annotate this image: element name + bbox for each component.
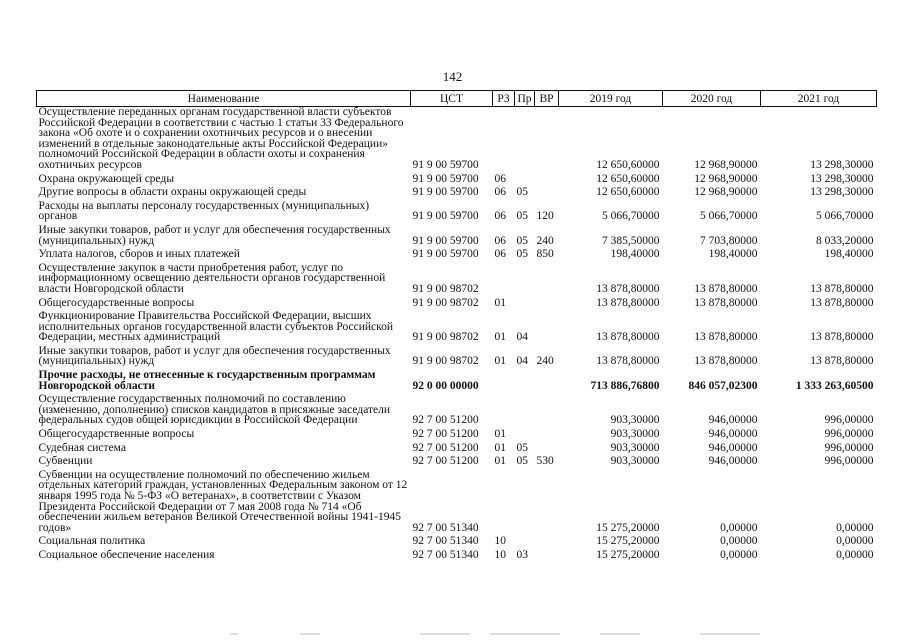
cell-name: Осуществление переданных органам государственной власти субъектов Российской Федерации в соответствии с частью 1 статьи 33 Федерального закона «Об охоте и о сохранении охотничьих ресурсов и о внесении изменений в отдельные законодательные акты Российской Федерации» полномочий Российской Федерации в области охоты и сохранения охотничьих ресурсов (38, 106, 404, 171)
cell-vr (535, 295, 559, 309)
cell-2020: 13 878,80000 (694, 331, 758, 344)
column-header-cst: ЦСТ (411, 91, 493, 107)
cell-2019: 13 878,80000 (596, 355, 660, 368)
table-row (37, 343, 877, 367)
cell-cst: 91 9 00 59700 (412, 248, 479, 261)
budget-table (36, 90, 877, 561)
cell-name: Осуществление государственных полномочий по составлению (изменению, дополнению) списков кандидатов в присяжные заседатели федеральных судов общей юрисдикции в Российской Федерации (38, 393, 391, 427)
cell-rz: 06 (494, 248, 506, 261)
cell-vr: 120 (536, 210, 554, 223)
cell-2021: 1 333 263,60500 (795, 379, 874, 392)
cell-rz: 06 (494, 234, 506, 247)
cell-vr (535, 184, 559, 198)
cell-rz: 01 (494, 355, 506, 368)
cell-2020: 0,00000 (720, 548, 758, 561)
cell-2021: 5 066,70000 (816, 210, 874, 223)
cell-2021: 13 878,80000 (810, 331, 874, 344)
cell-2021: 13 878,80000 (810, 296, 874, 309)
cell-2021: 198,40000 (824, 248, 874, 261)
cell-name: Общегосударственные вопросы (38, 428, 195, 441)
cell-pr: 04 (516, 355, 528, 368)
cell-rz (493, 367, 515, 391)
cell-2020: 198,40000 (708, 248, 758, 261)
cell-cst: 92 7 00 51200 (412, 414, 479, 427)
cell-rz: 01 (494, 331, 506, 344)
cell-2021: 0,00000 (836, 548, 874, 561)
cell-2021: 996,00000 (824, 441, 874, 454)
cell-2019: 15 275,20000 (596, 521, 660, 534)
cell-rz: 06 (494, 210, 506, 223)
cell-2019: 5 066,70000 (602, 210, 660, 223)
cell-2019: 903,30000 (610, 428, 660, 441)
cell-2021: 996,00000 (824, 455, 874, 468)
cell-pr: 05 (516, 186, 528, 199)
cell-pr (515, 260, 535, 295)
cell-name: Иные закупки товаров, работ и услуг для обеспечения государственных (муниципальных) нужд (38, 223, 391, 247)
cell-vr (535, 308, 559, 343)
cell-2019: 713 886,76800 (590, 379, 660, 392)
cell-pr (515, 171, 535, 185)
cell-2019: 13 878,80000 (596, 331, 660, 344)
cell-cst: 92 7 00 51340 (412, 521, 479, 534)
cell-2021: 13 298,30000 (810, 172, 874, 185)
column-header-name: Наименование (37, 91, 411, 107)
cell-2021: 8 033,20000 (816, 234, 874, 247)
table-row (37, 440, 877, 454)
table-row (37, 308, 877, 343)
cell-cst: 91 9 00 59700 (412, 186, 479, 199)
table-row (37, 453, 877, 467)
cell-cst: 91 9 00 98702 (412, 282, 479, 295)
cell-rz: 06 (494, 186, 506, 199)
cell-rz (493, 467, 515, 534)
cell-name: Охрана окружающей среды (38, 172, 175, 185)
cell-rz (493, 391, 515, 426)
cell-2021: 0,00000 (836, 535, 874, 548)
cell-name: Иные закупки товаров, работ и услуг для обеспечения государственных (муниципальных) нужд (38, 344, 391, 368)
cell-cst: 91 9 00 59700 (412, 210, 479, 223)
cell-2019: 13 878,80000 (596, 282, 660, 295)
cell-2020: 946,00000 (708, 441, 758, 454)
cell-rz: 10 (494, 535, 506, 548)
cell-2020: 846 057,02300 (688, 379, 758, 392)
cell-pr (515, 533, 535, 547)
cell-pr: 05 (516, 234, 528, 247)
table-row (37, 547, 877, 561)
column-header-2020: 2020 год (663, 91, 761, 107)
cell-pr (515, 107, 535, 171)
cell-pr (515, 367, 535, 391)
cell-cst: 92 0 00 00000 (412, 379, 479, 392)
cell-pr: 04 (516, 331, 528, 344)
cell-2020: 13 878,80000 (694, 355, 758, 368)
cell-2020: 946,00000 (708, 455, 758, 468)
cell-2019: 903,30000 (610, 455, 660, 468)
cell-vr (535, 547, 559, 561)
cell-2020: 0,00000 (720, 535, 758, 548)
cell-pr: 05 (516, 455, 528, 468)
cell-vr (535, 260, 559, 295)
cell-2019: 12 650,60000 (596, 158, 660, 171)
cell-rz: 10 (494, 548, 506, 561)
table-row (37, 426, 877, 440)
cell-2019: 903,30000 (610, 441, 660, 454)
cell-pr: 05 (516, 441, 528, 454)
cell-name: Уплата налогов, сборов и иных платежей (38, 248, 240, 261)
cell-pr: 05 (516, 248, 528, 261)
cell-name: Расходы на выплаты персоналу государственных (муниципальных) органов (38, 199, 370, 223)
table-row (37, 171, 877, 185)
cell-vr (535, 533, 559, 547)
cell-pr (515, 295, 535, 309)
cell-2019: 13 878,80000 (596, 296, 660, 309)
table-row (37, 367, 877, 391)
cell-name: Функционирование Правительства Российской Федерации, высших исполнительных органов государственной власти субъектов Российской Федерации, местных администраций (38, 310, 394, 344)
table-row (37, 246, 877, 260)
cell-name: Другие вопросы в области охраны окружающей среды (38, 186, 307, 199)
cell-2020: 12 968,90000 (694, 172, 758, 185)
cell-pr (515, 426, 535, 440)
cell-cst: 92 7 00 51340 (412, 548, 479, 561)
cell-2020: 0,00000 (720, 521, 758, 534)
cell-name: Социальное обеспечение населения (38, 548, 215, 561)
table-row (37, 222, 877, 246)
cell-pr (515, 391, 535, 426)
cell-2019: 15 275,20000 (596, 548, 660, 561)
cell-rz: 01 (494, 455, 506, 468)
cell-2020: 946,00000 (708, 414, 758, 427)
cell-2020: 12 968,90000 (694, 158, 758, 171)
cell-vr (535, 440, 559, 454)
cell-cst: 91 9 00 59700 (412, 158, 479, 171)
table-row (37, 184, 877, 198)
table-row (37, 467, 877, 534)
cell-2021: 0,00000 (836, 521, 874, 534)
table-body (37, 107, 877, 561)
cell-cst: 92 7 00 51200 (412, 455, 479, 468)
table-header-row (37, 91, 877, 107)
column-header-rz: РЗ (493, 91, 515, 107)
cell-2021: 996,00000 (824, 414, 874, 427)
cell-2019: 12 650,60000 (596, 186, 660, 199)
cell-pr: 03 (516, 548, 528, 561)
cell-name: Субвенции (38, 455, 93, 468)
column-header-pr: Пр (515, 91, 535, 107)
cell-2019: 7 385,50000 (602, 234, 660, 247)
cell-rz (493, 107, 515, 171)
cell-2019: 903,30000 (610, 414, 660, 427)
cell-2021: 13 878,80000 (810, 355, 874, 368)
cell-cst: 91 9 00 98702 (412, 355, 479, 368)
cell-cst: 91 9 00 59700 (412, 172, 479, 185)
cell-rz: 06 (494, 172, 506, 185)
cell-pr (515, 467, 535, 534)
cell-vr: 240 (536, 355, 554, 368)
cell-cst: 92 7 00 51200 (412, 428, 479, 441)
cell-vr (535, 367, 559, 391)
cell-2021: 13 878,80000 (810, 282, 874, 295)
cell-rz: 01 (494, 428, 506, 441)
cell-cst: 91 9 00 98702 (412, 296, 479, 309)
cell-2019: 15 275,20000 (596, 535, 660, 548)
cell-vr: 240 (536, 234, 554, 247)
cell-2021: 13 298,30000 (810, 158, 874, 171)
column-header-2021: 2021 год (761, 91, 877, 107)
cell-2020: 946,00000 (708, 428, 758, 441)
cell-name: Прочие расходы, не отнесенные к государственным программам Новгородской области (38, 369, 376, 392)
table-row (37, 391, 877, 426)
cell-name: Социальная политика (38, 535, 146, 548)
column-header-vr: ВР (535, 91, 559, 107)
cell-vr: 850 (536, 248, 554, 261)
cell-vr (535, 467, 559, 534)
cell-vr (535, 107, 559, 171)
cell-cst: 92 7 00 51200 (412, 441, 479, 454)
cell-2019: 12 650,60000 (596, 172, 660, 185)
cell-2019: 198,40000 (610, 248, 660, 261)
table-row (37, 198, 877, 222)
cell-vr (535, 391, 559, 426)
table-row (37, 295, 877, 309)
cell-name: Общегосударственные вопросы (38, 296, 195, 309)
cell-name: Осуществление закупок в части приобретения работ, услуг по информационному освещению деятельности органов государственной власти Новгородской области (38, 261, 386, 295)
cell-2021: 13 298,30000 (810, 186, 874, 199)
cell-rz: 01 (494, 296, 506, 309)
cell-name: Судебная система (38, 441, 126, 454)
cell-2020: 7 703,80000 (700, 234, 758, 247)
cell-2020: 5 066,70000 (700, 210, 758, 223)
cell-2020: 12 968,90000 (694, 186, 758, 199)
table-row (37, 107, 877, 171)
column-header-2019: 2019 год (559, 91, 663, 107)
cell-cst: 91 9 00 98702 (412, 331, 479, 344)
cell-2020: 13 878,80000 (694, 282, 758, 295)
cell-rz (493, 260, 515, 295)
cell-vr (535, 171, 559, 185)
cell-name: Субвенции на осуществление полномочий по обеспечению жильем отдельных категорий граждан, установленных Федеральным законом от 12 января 1995 года № 5-ФЗ «О ветеранах», в соответствии с Указом Президента Российской Федерации от 7 мая 2008 года № 714 «Об обеспечении жильем ветеранов Великой Отечественной войны 1941-1945 годов» (38, 468, 408, 534)
table-row (37, 533, 877, 547)
cell-2020: 13 878,80000 (694, 296, 758, 309)
cell-pr: 05 (516, 210, 528, 223)
cell-vr: 530 (536, 455, 554, 468)
page-number: 142 (442, 69, 463, 84)
cell-rz: 01 (494, 441, 506, 454)
cell-vr (535, 426, 559, 440)
table-row (37, 260, 877, 295)
cell-cst: 91 9 00 59700 (412, 234, 479, 247)
cell-2021: 996,00000 (824, 428, 874, 441)
scan-artifact (0, 628, 905, 640)
cell-cst: 92 7 00 51340 (412, 535, 479, 548)
